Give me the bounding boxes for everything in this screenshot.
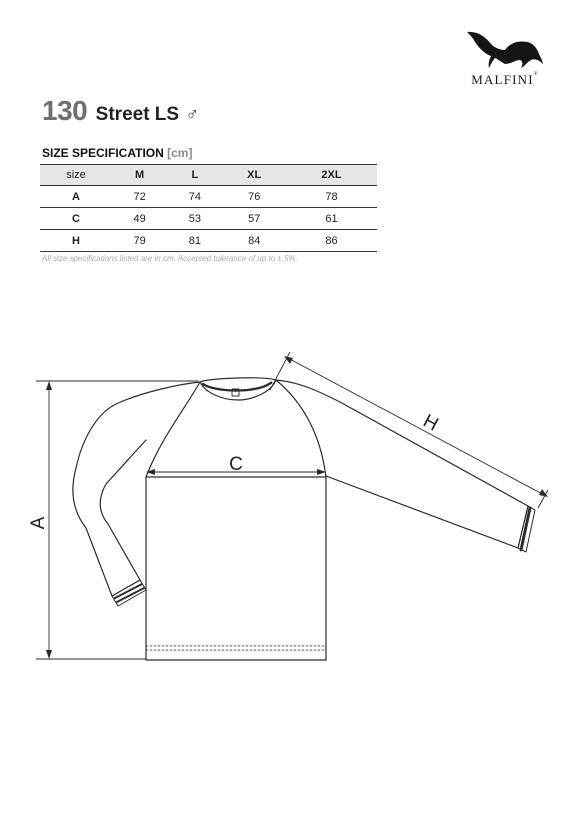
table-header-row xyxy=(40,165,377,186)
dim-h-label: H xyxy=(419,410,442,436)
table-cell: 84 xyxy=(223,230,286,252)
product-code: 130 xyxy=(42,95,88,126)
table-cell: 81 xyxy=(167,230,222,252)
spec-unit: [cm] xyxy=(167,146,193,160)
table-cell: 61 xyxy=(286,208,377,230)
table-cell: 49 xyxy=(112,208,167,230)
dim-a-label: A xyxy=(28,516,49,530)
table-cell: 53 xyxy=(167,208,222,230)
header-size: M xyxy=(112,165,167,186)
table-row xyxy=(40,208,377,230)
table-cell: 79 xyxy=(112,230,167,252)
row-label: H xyxy=(40,230,112,252)
table-cell: 74 xyxy=(167,186,222,208)
malfini-logo xyxy=(463,28,547,88)
table-row xyxy=(40,230,377,252)
shirt-body xyxy=(146,477,326,660)
dim-h-line xyxy=(286,357,546,496)
table-row xyxy=(40,186,377,208)
male-icon: ♂ xyxy=(185,104,200,124)
header-size: XL xyxy=(223,165,286,186)
row-label: A xyxy=(40,186,112,208)
table-cell: 72 xyxy=(112,186,167,208)
header-size: L xyxy=(167,165,222,186)
table-cell: 78 xyxy=(286,186,377,208)
table-cell: 86 xyxy=(286,230,377,252)
spec-heading xyxy=(42,146,192,160)
spec-title: SIZE SPECIFICATION xyxy=(42,146,164,160)
left-raglan-seam xyxy=(146,382,200,477)
right-raglan-seam xyxy=(276,380,326,477)
eagle-icon xyxy=(465,28,545,72)
size-table xyxy=(40,164,377,252)
product-title xyxy=(42,95,199,127)
dim-c-label: C xyxy=(229,454,243,475)
product-name: Street LS xyxy=(95,104,180,125)
table-cell: 76 xyxy=(223,186,286,208)
shirt-diagram xyxy=(0,330,585,680)
left-sleeve xyxy=(73,440,146,596)
header-size: 2XL xyxy=(286,165,377,186)
header-size-label: size xyxy=(40,165,112,186)
brand-name: MALFINI® xyxy=(471,72,539,87)
row-label: C xyxy=(40,208,112,230)
table-cell: 57 xyxy=(223,208,286,230)
tolerance-note: All size specifications listed are in cm. Accepted tolerance of up to ± 5%. xyxy=(42,254,298,263)
